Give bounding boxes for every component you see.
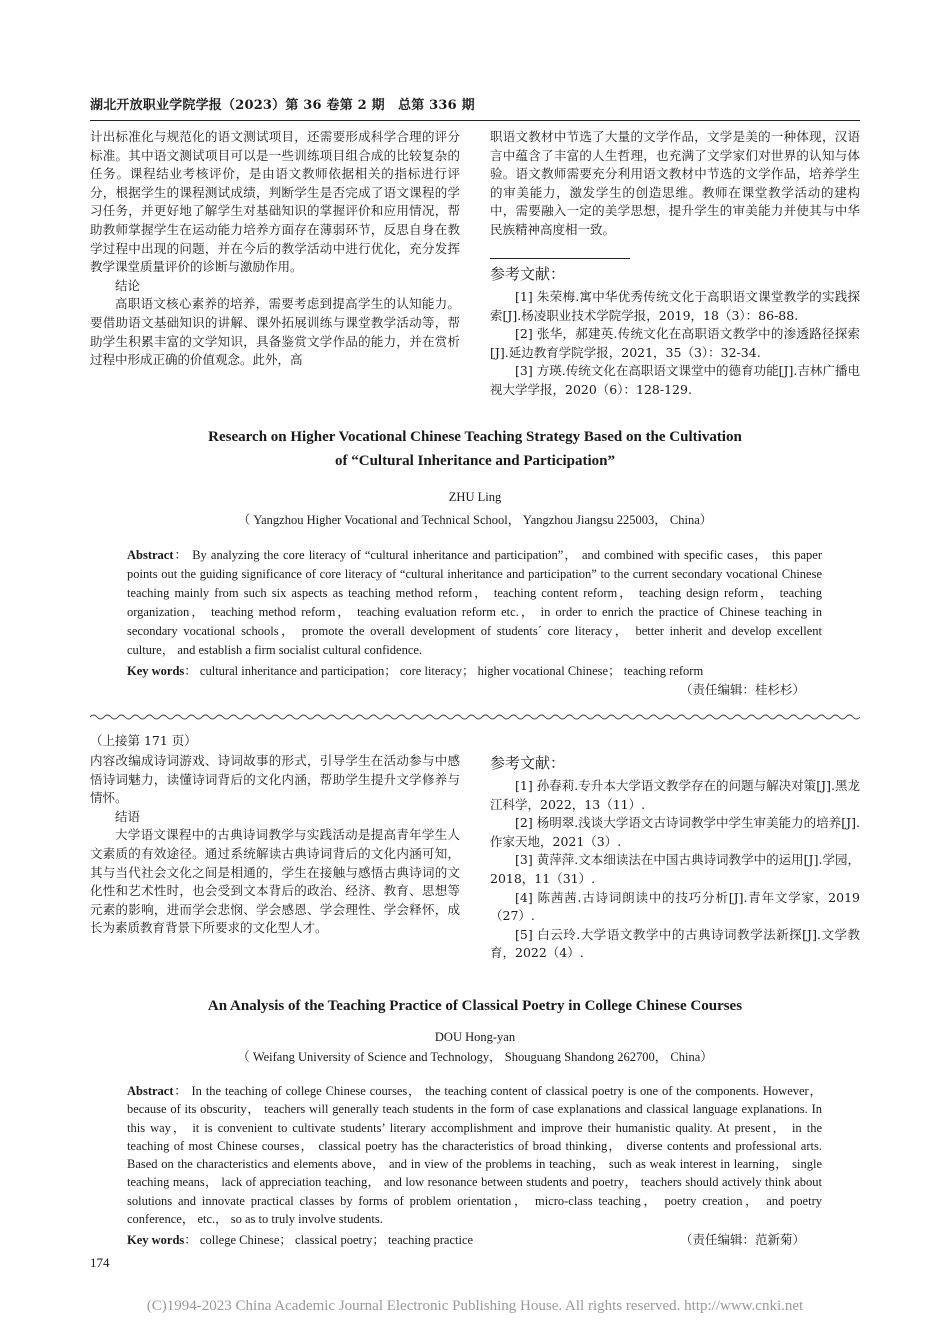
- s2-left-para-2: 大学语文课程中的古典诗词教学与实践活动是提高青年学生人文素质的有效途径。通过系统解读古典诗词背后的文化内涵可知，其与当代社会文化之间是相通的，学生在接触与感悟古典诗词的文化性和艺术性时，也会受到文本背后的政治、经济、教育、思想等元素的影响，进而学会悲悯、学会感恩、学会理性、学会释怀，成长为素质教育背景下所要求的文化型人才。: [90, 827, 460, 936]
- s1-references: [490, 263, 860, 400]
- s1-left-para-1: 计出标准化与规范化的语文测试项目，还需要形成科学合理的评分标准。其中语文测试项目可以是一些训练项目组合成的比较复杂的任务。课程结业考核评价，是由语文教师依据相关的指标进行评分，根据学生的课程测试成绩，判断学生是否完成了语文课程的学习任务，并更好地了解学生对基础知识的掌握评价和应用情况，帮助教师掌握学生在运动能力培养方面存在薄弱环节，反思自身在教学过程中出现的问题，并在今后的教学活动中进行优化，充分发挥教学课堂质量评价的诊断与激励作用。: [90, 129, 460, 275]
- s1-en-title-line2: of “Cultural Inheritance and Participation”: [335, 453, 615, 469]
- s1-abstract-label: Abstract: [127, 548, 174, 562]
- s2-author: DOU Hong-yan: [434, 1030, 516, 1044]
- continued-from-label: （上接第 171 页）: [90, 733, 197, 748]
- s2-ref-2: [2] 杨明翠.浅谈大学语文古诗词教学中学生审美能力的培养[J].作家天地，2021（3）.: [490, 815, 860, 849]
- s1-abstract-text: ： By analyzing the core literacy of “cultural inheritance and participation”， and combined with specific cases， this paper points out the guiding significance of core literacy of “cultural inheritance and participation” to the current secondary vocational Chinese teaching mainly from such six aspects as teaching method reform， teaching content reform， teaching design reform， teaching organization， teaching method reform， teaching evaluation reform etc.， in order to enrich the practice of Chinese teaching in secondary vocational schools， promote the overall development of students´ core literacy， better inherit and develop excellent culture， and establish a firm socialist cultural confidence.: [127, 548, 822, 657]
- s1-left-column: [90, 128, 460, 370]
- s1-en-title: [90, 425, 860, 473]
- s1-kw-text: ： cultural inheritance and participation； core literacy； higher vocational Chinese； teaching reform: [184, 664, 704, 678]
- s1-keywords: [127, 661, 822, 679]
- s2-left-para-1: 内容改编成诗词游戏、诗词故事的形式，引导学生在活动参与中感悟诗词魅力，读懂诗词背后的文化内涵，帮助学生提升文学修养与情怀。: [90, 753, 460, 806]
- s2-affiliation: （ Weifang University of Science and Technology， Shouguang Shandong 262700， China）: [237, 1050, 713, 1064]
- s1-short-rule: [490, 258, 630, 259]
- s1-ref-heading: 参考文献：: [490, 265, 566, 283]
- s1-en-title-line1: Research on Higher Vocational Chinese Teaching Strategy Based on the Cultivation: [208, 429, 742, 445]
- s2-ref-5: [5] 白云玲.大学语文教学中的古典诗词教学法新探[J].文学教育，2022（4）.: [490, 926, 860, 961]
- s1-right-para: 职语文教材中节选了大量的文学作品，文学是美的一种体现，汉语言中蕴含了丰富的人生哲理，也充满了文学家们对世界的认知与体验。语文教师需要充分利用语文教材中节选的文学作品，培养学生的审美能力，激发学生的创造思维。教师在课堂教学活动的建构中，需要融入一定的美学思想，提升学生的审美能力并使其与中华民族精神高度相一致。: [490, 129, 860, 237]
- journal-header: 湖北开放职业学院学报（2023）第 36 卷第 2 期 总第 336 期: [90, 98, 475, 113]
- header-rule: [90, 120, 860, 121]
- page-number: 174: [90, 1255, 110, 1270]
- s2-ref-heading: 参考文献：: [490, 754, 566, 772]
- s2-ref-3: [3] 黄萍萍.文本细读法在中国古典诗词教学中的运用[J].学园，2018，11（31）.: [490, 852, 860, 886]
- s1-ref-2: [2] 张华，郝建英.传统文化在高职语文教学中的渗透路径探索[J].延边教育学院学报，2021，35（3）：32-34.: [490, 326, 860, 360]
- s1-right-column: [490, 128, 860, 240]
- s1-ref-1: [1] 朱荣梅.寓中华优秀传统文化于高职语文课堂教学的实践探索[J].杨凌职业技术学院学报，2019，18（3）：86-88.: [490, 289, 860, 323]
- s2-abstract-text: ： In the teaching of college Chinese courses， the teaching content of classical poetry is one of the components. However， because of its obscurity， teachers will generally teach students in the form of case explanations and classical language explanations. In this way， it is convenient to cultivate students’ literary accomplishment and improve their humanistic quality. At present， in the teaching of most Chinese courses， classical poetry has the characteristics of broad thinking， diverse contents and professional arts. Based on the characteristics and elements above， and in view of the problems in teaching， such as weak interest in learning， single teaching means， lack of appreciation teaching， and low resonance between students and poetry， teachers should actively think about solutions and innovate practical classes by forms of problem orientation， micro-class teaching， poetry creation， and poetry conference， etc.， so as to truly involve students.: [127, 1084, 822, 1227]
- s1-conclusion-heading: 结论: [115, 277, 141, 293]
- s2-kw-label: Key words: [127, 1233, 185, 1247]
- s1-author: ZHU Ling: [448, 490, 502, 504]
- s2-editor: （责任编辑：范新菊）: [680, 1232, 806, 1247]
- s2-abstract: [127, 1082, 822, 1228]
- s2-keywords: [127, 1230, 627, 1248]
- copyright-footer: (C)1994-2023 China Academic Journal Electronic Publishing House. All rights reserved. http://www.cnki.net: [146, 1298, 804, 1314]
- s1-left-para-2: 高职语文核心素养的培养，需要考虑到提高学生的认知能力。要借助语文基础知识的讲解、课外拓展训练与课堂教学活动等，帮助学生积累丰富的文学知识，具备鉴赏文学作品的能力，并在赏析过程中形成正确的价值观念。此外，高: [90, 296, 460, 368]
- s2-abstract-label: Abstract: [127, 1084, 174, 1098]
- s1-abstract: [127, 546, 822, 660]
- s2-references: [490, 752, 860, 963]
- wave-divider: [90, 713, 860, 721]
- s2-left-column: [90, 752, 460, 938]
- s2-en-title: An Analysis of the Teaching Practice of Classical Poetry in College Chinese Courses: [207, 998, 743, 1014]
- s2-conclusion-heading: 结语: [115, 808, 141, 824]
- s1-kw-label: Key words: [127, 664, 185, 678]
- s2-ref-4: [4] 陈茜茜.古诗词朗读中的技巧分析[J].青年文学家，2019（27）.: [490, 889, 860, 924]
- s1-ref-3: [3] 方瑛.传统文化在高职语文课堂中的德育功能[J].吉林广播电视大学学报，2020（6）：128-129.: [490, 363, 860, 397]
- s1-affiliation: （ Yangzhou Higher Vocational and Technical School， Yangzhou Jiangsu 225003， China）: [237, 513, 713, 527]
- s2-ref-1: [1] 孙春莉.专升本大学语文教学存在的问题与解决对策[J].黑龙江科学，2022，13（11）.: [490, 778, 860, 812]
- s2-kw-text: ： college Chinese； classical poetry； teaching practice: [184, 1233, 474, 1247]
- s1-editor: （责任编辑：桂杉杉）: [680, 682, 806, 697]
